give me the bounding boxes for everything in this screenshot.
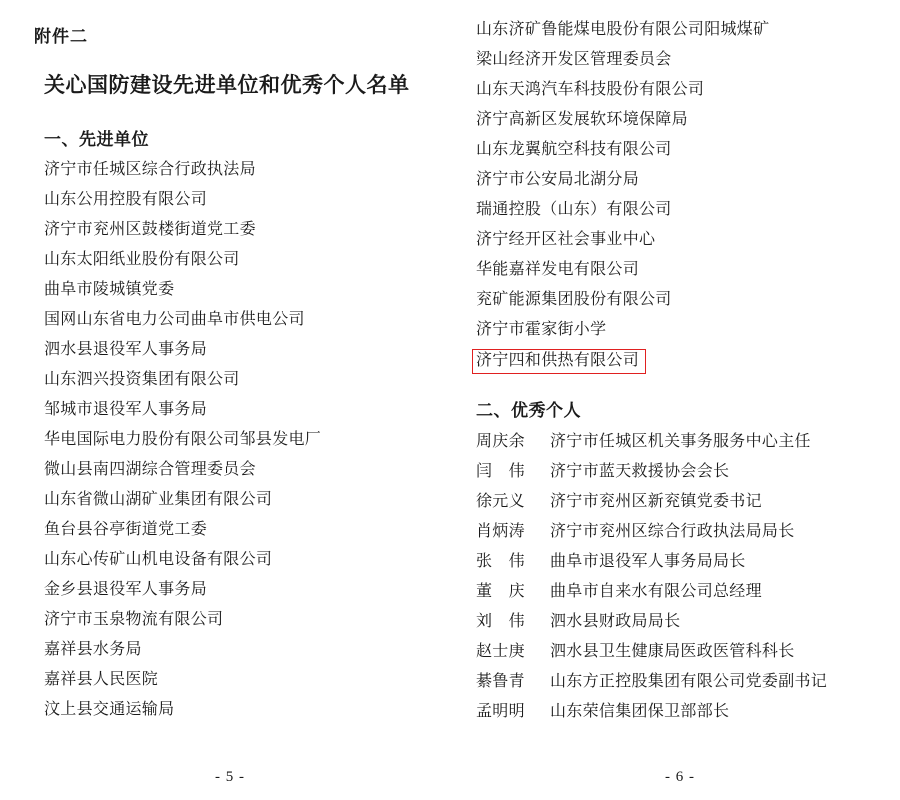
list-item: 山东济矿鲁能煤电股份有限公司阳城煤矿 (476, 21, 770, 38)
person-title: 济宁市兖州区新兖镇党委书记 (550, 493, 762, 510)
list-item (474, 644, 876, 674)
list-item: 济宁市兖州区鼓楼街道党工委 (44, 221, 256, 238)
list-item: 微山县南四湖综合管理委员会 (44, 461, 256, 478)
list-item: 济宁市公安局北湖分局 (476, 171, 640, 188)
list-item: 华能嘉祥发电有限公司 (476, 261, 640, 278)
page-title: 关心国防建设先进单位和优秀个人名单 (44, 73, 410, 97)
person-list (474, 434, 876, 734)
list-item (474, 704, 876, 734)
person-name: 肖炳涛 (476, 523, 525, 540)
section-heading-individuals: 二、优秀个人 (476, 401, 581, 420)
person-name: 周庆余 (476, 433, 525, 450)
page-number-right: - 6 - (665, 769, 695, 785)
person-title: 曲阜市自来水有限公司总经理 (550, 583, 762, 600)
person-name: 綦鲁青 (476, 673, 525, 690)
highlighted-list-item: 济宁四和供热有限公司 (472, 349, 646, 374)
list-item: 泗水县退役军人事务局 (44, 341, 208, 358)
list-item: 山东太阳纸业股份有限公司 (44, 251, 240, 268)
person-name: 董 庆 (476, 583, 525, 600)
unit-list-left (34, 162, 440, 732)
list-item: 山东天鸿汽车科技股份有限公司 (476, 81, 705, 98)
list-item: 山东泗兴投资集团有限公司 (44, 371, 240, 388)
person-name: 徐元义 (476, 493, 525, 510)
list-item (474, 584, 876, 614)
page-number-left: - 5 - (215, 769, 245, 785)
highlighted-list-item-wrap (474, 352, 876, 388)
list-item: 兖矿能源集团股份有限公司 (476, 291, 672, 308)
list-item: 济宁经开区社会事业中心 (476, 231, 656, 248)
list-item: 梁山经济开发区管理委员会 (476, 51, 672, 68)
list-item (474, 494, 876, 524)
list-item: 嘉祥县人民医院 (44, 671, 159, 688)
list-item: 曲阜市陵城镇党委 (44, 281, 175, 298)
list-item: 山东龙翼航空科技有限公司 (476, 141, 672, 158)
list-item (474, 614, 876, 644)
list-item (474, 554, 876, 584)
list-item: 济宁市霍家街小学 (476, 321, 607, 338)
list-item (474, 464, 876, 494)
person-title: 济宁市兖州区综合行政执法局局长 (550, 523, 795, 540)
list-item: 济宁市玉泉物流有限公司 (44, 611, 224, 628)
person-title: 山东方正控股集团有限公司党委副书记 (550, 673, 828, 690)
attachment-label: 附件二 (34, 27, 88, 46)
person-name: 闫 伟 (476, 463, 525, 480)
person-title: 泗水县卫生健康局医政医管科科长 (550, 643, 795, 660)
list-item: 济宁市任城区综合行政执法局 (44, 161, 256, 178)
list-item: 国网山东省电力公司曲阜市供电公司 (44, 311, 305, 328)
list-item: 山东省微山湖矿业集团有限公司 (44, 491, 273, 508)
person-name: 孟明明 (476, 703, 525, 720)
list-item: 济宁高新区发展软环境保障局 (476, 111, 688, 128)
person-title: 济宁市蓝天救援协会会长 (550, 463, 730, 480)
list-item: 瑞通控股（山东）有限公司 (476, 201, 672, 218)
person-name: 张 伟 (476, 553, 525, 570)
list-item: 山东心传矿山机电设备有限公司 (44, 551, 273, 568)
list-item: 汶上县交通运输局 (44, 701, 175, 718)
list-item: 金乡县退役军人事务局 (44, 581, 208, 598)
person-title: 泗水县财政局局长 (550, 613, 681, 630)
list-item: 鱼台县谷亭街道党工委 (44, 521, 208, 538)
list-item (474, 524, 876, 554)
section-heading-units: 一、先进单位 (44, 130, 149, 149)
person-title: 山东荣信集团保卫部部长 (550, 703, 730, 720)
list-item: 华电国际电力股份有限公司邹县发电厂 (44, 431, 322, 448)
person-title: 济宁市任城区机关事务服务中心主任 (550, 433, 811, 450)
list-item: 邹城市退役军人事务局 (44, 401, 208, 418)
person-name: 赵士庚 (476, 643, 525, 660)
person-name: 刘 伟 (476, 613, 525, 630)
list-item (474, 674, 876, 704)
person-title: 曲阜市退役军人事务局局长 (550, 553, 746, 570)
list-item: 嘉祥县水务局 (44, 641, 142, 658)
unit-list-right (474, 22, 876, 388)
right-column (460, 0, 900, 800)
list-item (474, 434, 876, 464)
list-item: 山东公用控股有限公司 (44, 191, 208, 208)
